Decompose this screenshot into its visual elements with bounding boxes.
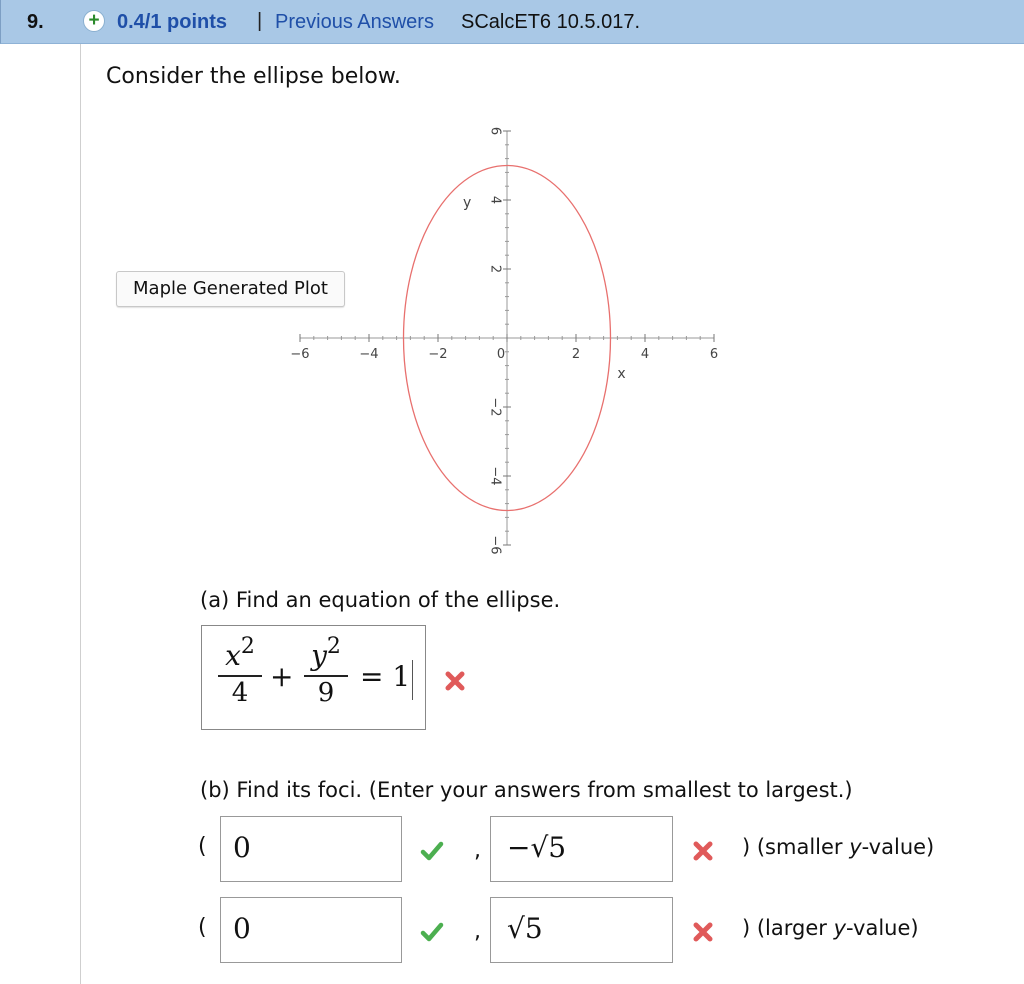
part-a-answer-field[interactable] (201, 625, 426, 730)
y-tick-label: −2 (487, 397, 503, 417)
focus1-x-value: 0 (233, 831, 251, 864)
correct-check-icon (420, 921, 444, 943)
ellipse-plot (270, 118, 770, 558)
x-tick-label: 0 (496, 347, 506, 362)
points-score: 0.4/1 points (117, 11, 228, 33)
y-tick-label: 6 (487, 126, 503, 136)
focus2-x-value: 0 (233, 912, 251, 945)
expand-plus-icon[interactable]: + (83, 10, 105, 32)
focus1-y-input[interactable] (490, 816, 673, 882)
x-tick-label: 4 (640, 347, 650, 362)
part-a-prompt: (a) Find an equation of the ellipse. (200, 588, 561, 612)
x-numerator: x (225, 639, 241, 672)
cursor-line (412, 660, 413, 700)
question-source: SCalcET6 10.5.017. (461, 11, 640, 33)
header-separator: | (257, 10, 263, 32)
previous-answers-link[interactable]: Previous Answers (275, 11, 434, 33)
incorrect-x-icon (444, 670, 466, 692)
y-axis-label: y (463, 194, 472, 211)
x-tick-label: −6 (290, 347, 310, 362)
x-denominator: 4 (231, 677, 249, 708)
x-tick-label: −2 (428, 347, 448, 362)
maple-plot-button[interactable]: Maple Generated Plot (116, 271, 345, 307)
focus2-y-value: √5 (507, 912, 543, 945)
focus1-y-value: −√5 (507, 831, 567, 864)
incorrect-x-icon (692, 840, 714, 862)
y-denominator: 9 (317, 677, 335, 708)
y-tick-label: 2 (487, 264, 503, 274)
smaller-y-label: ) (smaller y-value) (742, 835, 935, 859)
focus2-x-input[interactable] (220, 897, 402, 963)
equals-one: = 1 (360, 660, 411, 693)
question-number: 9. (27, 11, 44, 33)
x-exponent: 2 (240, 634, 255, 659)
y-tick-label: 4 (487, 195, 503, 205)
y-numerator: y (311, 639, 327, 672)
part-b-prompt: (b) Find its foci. (Enter your answers from smallest to largest.) (200, 778, 853, 802)
x-tick-label: 2 (571, 347, 581, 362)
focus2-y-input[interactable] (490, 897, 673, 963)
comma: , (474, 838, 481, 863)
incorrect-x-icon (692, 921, 714, 943)
fraction-y-term (304, 634, 348, 709)
plus-sign: + (270, 660, 294, 693)
open-paren: ( (198, 915, 207, 940)
y-exponent: 2 (326, 634, 341, 659)
question-prompt: Consider the ellipse below. (106, 64, 401, 89)
open-paren: ( (198, 834, 207, 859)
x-tick-label: −4 (359, 347, 379, 362)
question-header (0, 0, 1024, 44)
y-tick-label: −6 (487, 535, 503, 555)
focus1-x-input[interactable] (220, 816, 402, 882)
y-tick-label: −4 (487, 466, 503, 486)
larger-y-label: ) (larger y-value) (742, 916, 919, 940)
correct-check-icon (420, 840, 444, 862)
left-divider (80, 44, 81, 984)
fraction-x-term (218, 634, 262, 709)
x-axis-label: x (617, 366, 626, 382)
x-tick-label: 6 (709, 347, 719, 362)
comma: , (474, 919, 481, 944)
